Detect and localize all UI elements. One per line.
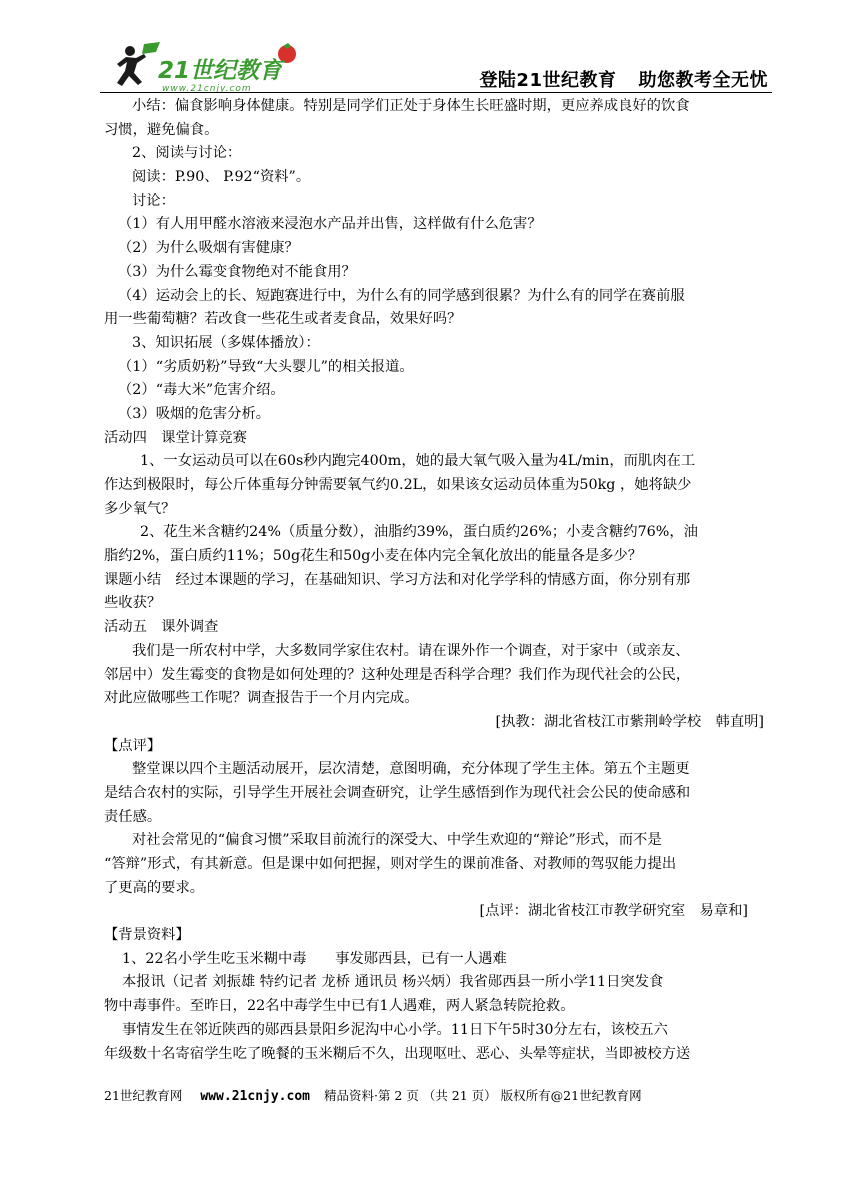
text-line: 课题小结 经过本课题的学习，在基础知识、学习方法和对化学学科的情感方面，你分别有那 [104,571,691,588]
text-line: 讨论： [132,192,175,209]
text-line: 小结：偏食影响身体健康。特别是同学们正处于身体生长旺盛时期，更应养成良好的饮食 [132,98,690,114]
text-line: 了更高的要求。 [104,879,205,896]
text-line: 是结合农村的实际，引导学生开展社会调查研究，让学生感悟到作为现代社会公民的使命感和 [104,784,691,801]
text-line: 多少氧气？ [104,500,176,517]
section-heading: 活动五 课外调查 [104,619,219,636]
text-line: 阅读：P.90、 P.92“资料”。 [132,169,311,186]
news-headline: 1、22名小学生吃玉米糊中毒 事发郧西县，已有一人遇难 [122,950,507,967]
reviewer-credit: [点评：湖北省枝江市教学研究室 易章和] [479,903,748,920]
text-line: 2、花生米含糖约24%（质量分数），油脂约39%，蛋白质约26%；小麦含糖约76%，油 [140,524,698,541]
text-line: 整堂课以四个主题活动展开，层次清楚，意图明确，充分体现了学生主体。第五个主题更 [132,761,690,778]
text-line: 作达到极限时，每公斤体重每分钟需要氧气约0.2L，如果该女运动员体重为50kg ，她将缺少 [104,477,692,493]
document-body [104,95,768,1066]
running-man-icon [117,46,146,86]
text-line: （3）为什么霉变食物绝对不能食用？ [118,263,356,280]
text-line: 邻居中）发生霉变的食物是如何处理的？这种处理是否科学合理？我们作为现代社会的公民， [104,666,691,683]
text-line: 3、知识拓展（多媒体播放）： [132,334,320,351]
text-line: 责任感。 [104,808,162,825]
page-header [100,40,772,96]
text-line: “答辩”形式，有其新意。但是课中如何把握，则对学生的课前准备、对教师的驾驭能力提出 [104,856,677,872]
text-line: 年级数十名寄宿学生吃了晚餐的玉米糊后不久，出现呕吐、恶心、头晕等症状，当即被校方送 [104,1045,691,1062]
text-line: 脂约2%，蛋白质约11%；50g花生和50g小麦在体内完全氧化放出的能量各是多少？ [104,548,643,565]
text-line: （1）“劣质奶粉”导致“大头婴儿”的相关报道。 [118,358,414,375]
text-line: 些收获？ [104,595,162,612]
text-line: 习惯，避免偏食。 [104,121,219,138]
text-line: 物中毒事件。至昨日，22名中毒学生中已有1人遇难，两人紧急转院抢救。 [104,998,575,1015]
text-line: 用一些葡萄糖？若改食一些花生或者麦食品，效果好吗？ [104,311,462,328]
text-line: （1）有人用甲醛水溶液来浸泡水产品并出售，这样做有什么危害？ [118,216,542,233]
text-line: （2）为什么吸烟有害健康？ [118,240,299,257]
footer-site: 21世纪教育网 [104,1088,183,1103]
slogan-left: 登陆21世纪教育 [479,70,617,91]
text-line: 1、一女运动员可以在60s秒内跑完400m，她的最大氧气吸入量为4L/min，而肌肉在工 [140,453,696,470]
text-line: 我们是一所农村中学，大多数同学家住农村。请在课外作一个调查，对于家中（或亲友、 [132,642,690,659]
header-rule [100,92,772,93]
text-line: （3）吸烟的危害分析。 [118,405,271,422]
text-line: 2、阅读与讨论： [132,145,242,162]
section-heading: 【背景资料】 [104,927,190,944]
text-line: 对此应做哪些工作呢？调查报告于一个月内完成。 [104,690,419,707]
author-credit: [执教：湖北省枝江市紫荆岭学校 韩直明] [495,713,764,730]
text-line: 事情发生在邻近陕西的郧西县景阳乡泥沟中心小学。11日下午5时30分左右，该校五六 [122,1021,668,1038]
slogan-right: 助您教考全无忧 [638,70,768,91]
text-line: 本报讯（记者 刘振雄 特约记者 龙桥 通讯员 杨兴炳）我省郧西县一所小学11日突发食 [122,974,664,991]
footer-url[interactable]: www.21cnjy.com [200,1089,310,1104]
text-line: （2）“毒大米”危害介绍。 [118,382,285,399]
logo-text: 21世纪教育 [158,58,283,84]
section-heading: 【点评】 [104,737,162,754]
footer-page-info: 精品资料·第 2 页 （共 21 页） 版权所有@21世纪教育网 [323,1088,642,1103]
header-slogan [479,66,768,92]
text-line: 对社会常见的“偏食习惯”采取目前流行的深受大、中学生欢迎的“辩论”形式，而不是 [132,832,662,849]
page-footer [104,1086,642,1104]
site-logo [100,40,300,96]
section-heading: 活动四 课堂计算竞赛 [104,429,247,446]
text-line: （4）运动会上的长、短跑赛进行中，为什么有的同学感到很累？为什么有的同学在赛前服 [118,287,685,304]
logo-url: www.21cnjy.com [162,84,252,94]
flag-icon [142,42,160,54]
